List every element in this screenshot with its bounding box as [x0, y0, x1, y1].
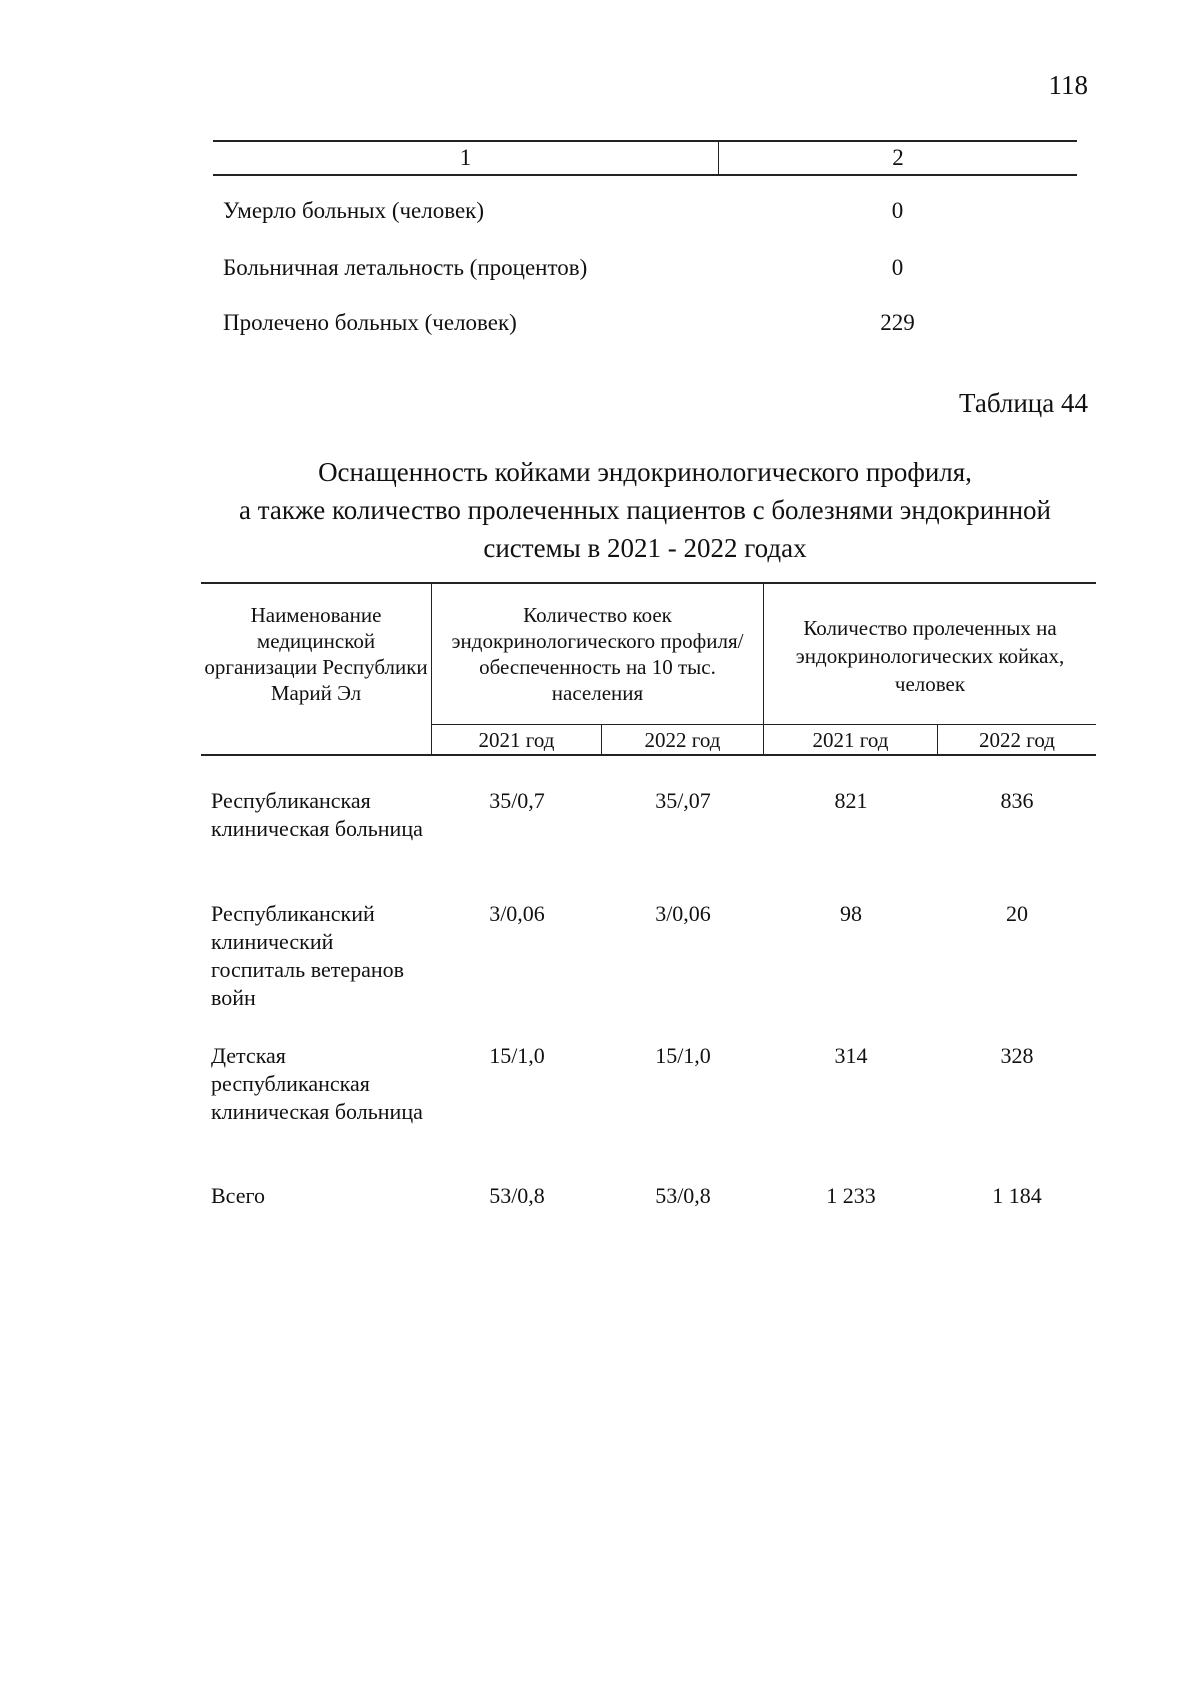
table-row: [213, 198, 1077, 224]
organization-name: Республиканский клинический госпиталь ветеранов войн: [211, 901, 405, 1010]
row-label: Больничная летальность (процентов): [223, 255, 588, 280]
year-beds-2021: 2021 год: [432, 725, 602, 755]
beds-2022: 35/,07: [655, 788, 711, 813]
table-title: [150, 453, 1140, 567]
organization-name: Детская республиканская клиническая больница: [211, 1043, 423, 1124]
treated-2022: 20: [1006, 901, 1028, 926]
treated-2022: 1 184: [992, 1183, 1042, 1208]
header-col-1: 1: [213, 142, 719, 174]
table-row: [213, 310, 1077, 336]
beds-2021: 3/0,06: [489, 901, 545, 926]
beds-table-header: [201, 584, 1096, 756]
treated-2021: 821: [834, 788, 868, 813]
organization-name: Всего: [211, 1183, 265, 1208]
header-years: [432, 724, 1096, 755]
row-label: Пролечено больных (человек): [223, 310, 517, 335]
row-value: 229: [880, 310, 915, 335]
table-caption: Таблица 44: [959, 388, 1088, 418]
treated-2021: 1 233: [826, 1183, 876, 1208]
table-row: [213, 255, 1077, 281]
beds-2022: 3/0,06: [655, 901, 711, 926]
continuation-table: [213, 140, 1077, 335]
row-value: 0: [891, 198, 904, 223]
treated-2021: 98: [840, 901, 862, 926]
beds-table: [201, 582, 1096, 1208]
beds-2021: 15/1,0: [489, 1043, 545, 1068]
beds-2022: 15/1,0: [655, 1043, 711, 1068]
year-treated-2021: 2021 год: [764, 725, 938, 755]
title-line-2: а также количество пролеченных пациентов с болезнями эндокринной: [239, 495, 1051, 525]
page-number: 118: [1048, 70, 1088, 100]
title-line-3: системы в 2021 - 2022 годах: [483, 533, 807, 563]
header-beds: Количество коек эндокринологического профиля/ обеспеченность на 10 тыс. населения: [432, 584, 764, 724]
continuation-table-header: [213, 140, 1077, 176]
year-beds-2022: 2022 год: [602, 725, 764, 755]
header-treated: Количество пролеченных на эндокринологических койках, человек: [795, 616, 1065, 696]
treated-2022: 328: [1000, 1043, 1034, 1068]
organization-name: Республиканская клиническая больница: [211, 788, 423, 841]
beds-2021: 35/0,7: [489, 788, 545, 813]
header-organization: Наименование медицинской организации Республики Марий Эл: [201, 584, 432, 754]
beds-2022: 53/0,8: [655, 1183, 711, 1208]
title-line-1: Оснащенность койками эндокринологического профиля,: [318, 457, 972, 487]
header-col-2: 2: [892, 145, 904, 170]
beds-2021: 53/0,8: [489, 1183, 545, 1208]
year-treated-2022: 2022 год: [979, 727, 1055, 752]
row-label: Умерло больных (человек): [223, 198, 485, 223]
row-value: 0: [891, 255, 904, 280]
treated-2021: 314: [834, 1043, 868, 1068]
treated-2022: 836: [1000, 788, 1034, 813]
